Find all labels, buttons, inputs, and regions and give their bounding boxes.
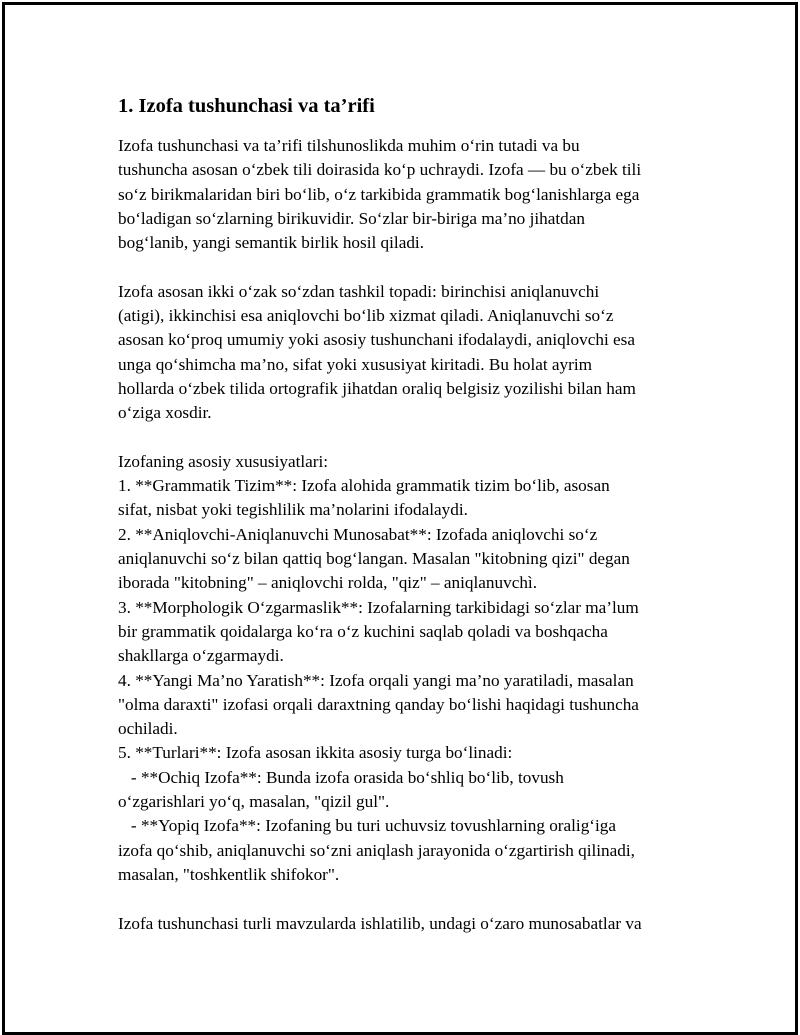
section-heading: 1. Izofa tushunchasi va ta’rifi: [118, 95, 375, 117]
paragraph-gap: [118, 426, 688, 450]
text-line: unga qo‘shimcha ma’no, sifat yoki xususiyat kiritadi. Bu holat ayrim: [118, 354, 593, 374]
list-item: 2. **Aniqlovchi-Aniqlanuvchi Munosabat**: Izofada aniqlovchi so‘z: [118, 524, 598, 544]
paragraph-gap: [118, 887, 688, 911]
sub-list-item-continuation: masalan, "toshkentlik shifokor".: [118, 864, 340, 884]
paragraph-1: [118, 134, 688, 255]
list-item: 5. **Turlari**: Izofa asosan ikkita asosiy turga bo‘linadi:: [118, 743, 513, 763]
text-line: bog‘lanib, yangi semantik birlik hosil qiladi.: [118, 233, 424, 253]
sub-list-item-continuation: o‘zgarishlari yo‘q, masalan, "qizil gul".: [118, 792, 390, 812]
list-item-continuation: ochiladi.: [118, 719, 178, 739]
sub-list-item: - **Ochiq Izofa**: Bunda izofa orasida bo‘shliq bo‘lib, tovush: [118, 767, 564, 787]
closing-line: Izofa tushunchasi turli mavzularda ishlatilib, undagi o‘zaro munosabatlar va: [118, 913, 642, 933]
list-item-continuation: shakllarga o‘zgarmaydi.: [118, 646, 284, 666]
list-item-continuation: aniqlanuvchi so‘z bilan qattiq bog‘langan. Masalan "kitobning qizi" degan: [118, 549, 630, 569]
features-list: [118, 450, 688, 887]
list-item-continuation: sifat, nisbat yoki tegishlilik ma’nolarini ifodalaydi.: [118, 500, 468, 520]
sub-list-item-continuation: izofa qo‘shib, aniqlanuvchi so‘zni aniqlash jarayonida o‘zgartirish qilinadi,: [118, 840, 635, 860]
list-item-continuation: iborada "kitobning" – aniqlovchi rolda, "qiz" – aniqlanuvchì.: [118, 573, 537, 593]
list-item: 4. **Yangi Ma’no Yaratish**: Izofa orqali yangi ma’no yaratiladi, masalan: [118, 670, 634, 690]
text-line: Izofa asosan ikki o‘zak so‘zdan tashkil topadi: birinchisi aniqlanuvchi: [118, 281, 600, 301]
text-line: bo‘ladigan so‘zlarning birikuvidir. So‘zlar bir-biriga ma’no jihatdan: [118, 208, 585, 228]
list-item: 3. **Morphologik O‘zgarmaslik**: Izofalarning tarkibidagi so‘zlar ma’lum: [118, 597, 639, 617]
text-line: o‘ziga xosdir.: [118, 403, 212, 423]
list-item-continuation: bir grammatik qoidalarga ko‘ra o‘z kuchini saqlab qoladi va boshqacha: [118, 621, 608, 641]
text-line: asosan ko‘proq umumiy yoki asosiy tushunchani ifodalaydi, aniqlovchi esa: [118, 330, 635, 350]
text-line: hollarda o‘zbek tilida ortografik jihatdan oraliq belgisiz yozilishi bilan ham: [118, 378, 636, 398]
list-intro: Izofaning asosiy xususiyatlari:: [118, 451, 329, 471]
list-item-continuation: "olma daraxti" izofasi orqali daraxtning qanday bo‘lishi haqidagi tushuncha: [118, 694, 639, 714]
text-line: so‘z birikmalaridan biri bo‘lib, o‘z tarkibida grammatik bog‘lanishlarga ega: [118, 184, 640, 204]
text-line: tushuncha asosan o‘zbek tili doirasida ko‘p uchraydi. Izofa — bu o‘zbek tili: [118, 160, 642, 180]
document-body: [118, 94, 688, 936]
list-item: 1. **Grammatik Tizim**: Izofa alohida grammatik tizim bo‘lib, asosan: [118, 476, 610, 496]
paragraph-2: [118, 280, 688, 426]
sub-list-item: - **Yopiq Izofa**: Izofaning bu turi uchuvsiz tovushlarning oralig‘iga: [118, 816, 617, 836]
paragraph-gap: [118, 255, 688, 279]
text-line: Izofa tushunchasi va ta’rifi tilshunoslikda muhim o‘rin tutadi va bu: [118, 136, 580, 155]
text-line: (atigi), ikkinchisi esa aniqlovchi bo‘lib xizmat qiladi. Aniqlanuvchi so‘z: [118, 306, 614, 326]
